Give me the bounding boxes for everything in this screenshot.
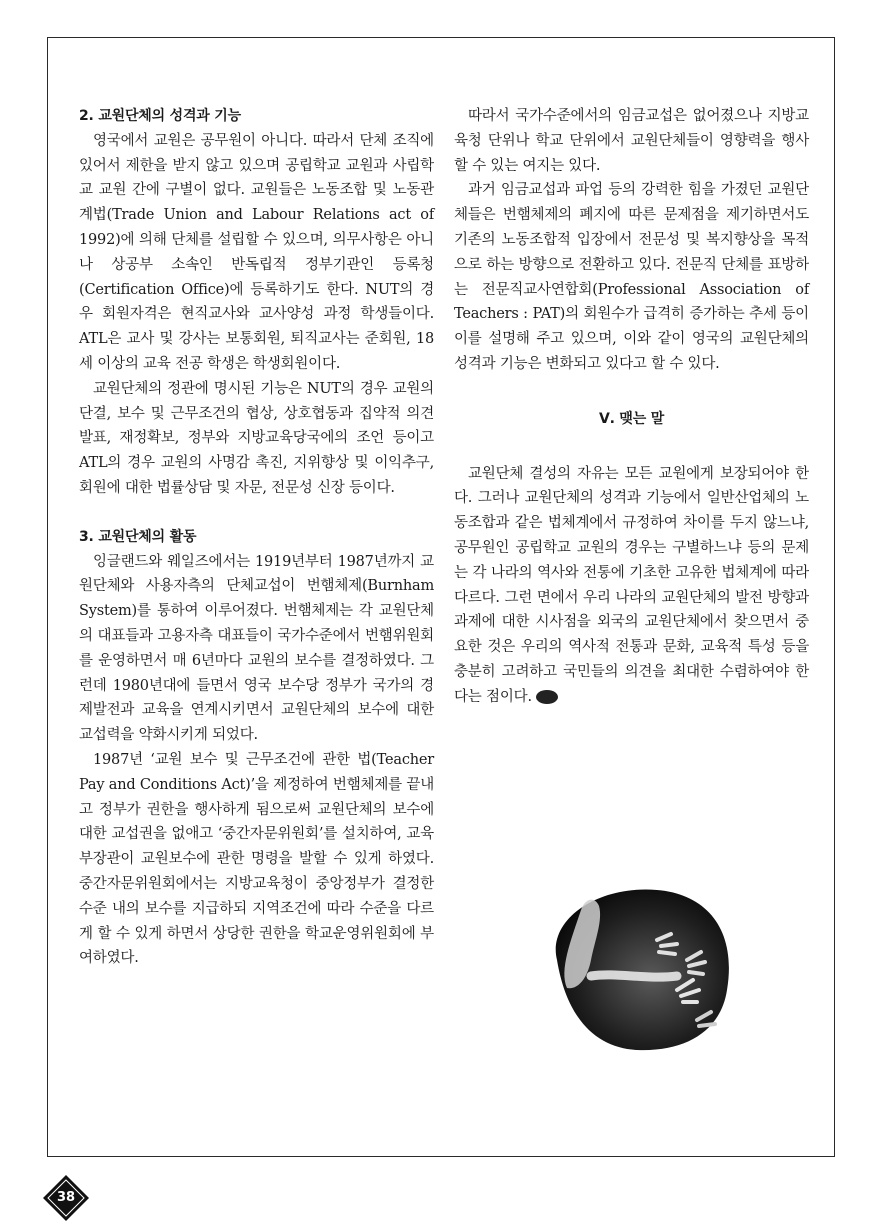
section-2-heading: 2. 교원단체의 성격과 기능 xyxy=(79,108,241,124)
section-3-paragraph-2: 1987년 ‘교원 보수 및 근무조건에 관한 법(Teacher Pay and Conditions Act)’을 제정하여 번햄체제를 끝내고 정부가 권한을 행사하게 됨으로써 교원단체의 보수에 대한 교섭권을 없애고 ‘중간자문위원회’를 설치하여, 교육부장관이 교원보수에 관한 명령을 발할 수 있게 하였다. 중간자문위원회에서는 지방교육청이 중앙정부가 결정한 수준 내의 보수를 지급하되 지역조건에 따라 수준을 다르게 할 수 있게 하면서 상당한 권한을 학교운영위원회에 부여하였다. xyxy=(79,751,434,967)
right-paragraph-2: 과거 임금교섭과 파업 등의 강력한 힘을 가졌던 교원단체들은 번햄체제의 폐지에 따른 문제점을 제기하면서도 기존의 노동조합적 입장에서 전문성 및 복지향상을 목적으로 하는 방향으로 전환하고 있다. 전문직 단체를 표방하는 전문직교사연합회(Professional Association of Teachers : PAT)의 회원수가 급격히 증가하는 추세 등이 이를 설명해 주고 있으며, 이와 같이 영국의 교원단체의 성격과 기능은 변화되고 있다고 할 수 있다. xyxy=(454,182,809,372)
left-column xyxy=(79,104,434,971)
conclusion-paragraph xyxy=(454,462,809,710)
chapter-heading: Ⅴ. 맺는 말 xyxy=(598,410,665,427)
end-mark-icon xyxy=(536,690,558,704)
page-number-badge xyxy=(40,1172,92,1224)
page-number: 38 xyxy=(56,1190,76,1205)
section-3-heading: 3. 교원단체의 활동 xyxy=(79,528,197,545)
section-3-paragraph-1: 잉글랜드와 웨일즈에서는 1919년부터 1987년까지 교원단체와 사용자측의 단체교섭이 번햄체제(Burnham System)를 통하여 이루어졌다. 번햄체제는 각 교원단체의 대표들과 고용자측 대표들이 국가수준에서 번햄위원회를 운영하면서 매 6년마다 교원의 보수를 결정하였다. 그런데 1980년대에 들면서 영국 보수당 정부가 국가의 경제발전과 교육을 연계시키면서 교원단체의 보수에 대한 교섭력을 약화시키게 되었다. xyxy=(79,553,434,744)
section-2-paragraph-1: 영국에서 교원은 공무원이 아니다. 따라서 단체 조직에 있어서 제한을 받지 않고 있으며 공립학교 교원과 사립학교 교원 간에 구별이 없다. 교원들은 노동조합 및 노동관계법(Trade Union and Labour Relations act of 1992)에 의해 단체를 설립할 수 있으며, 의무사항은 아니나 상공부 소속인 반독립적 정부기관인 등록청(Certification Office)에 등록하기도 한다. NUT의 경우 회원자격은 현직교사와 교사양성 과정 학생들이다. ATL은 교사 및 강사는 보통회원, 퇴직교사는 준회원, 18세 이상의 교육 전공 학생은 학생회원이다. xyxy=(79,132,434,372)
right-column xyxy=(454,104,809,710)
section-2-paragraph-2: 교원단체의 정관에 명시된 기능은 NUT의 경우 교원의 단결, 보수 및 근무조건의 협상, 상호협동과 집약적 의견 발표, 재정확보, 정부와 지방교육당국에의 조언 등이고 ATL의 경우 교원의 사명감 촉진, 지위향상 및 이익추구, 회원에 대한 법률상담 및 자문, 전문성 신장 등이다. xyxy=(79,380,434,496)
right-paragraph-1: 따라서 국가수준에서의 임금교섭은 없어졌으나 지방교육청 단위나 학교 단위에서 교원단체들이 영향력을 행사할 수 있는 여지는 있다. xyxy=(454,108,809,174)
conclusion-text: 교원단체 결성의 자유는 모든 교원에게 보장되어야 한다. 그러나 교원단체의 성격과 기능에서 일반산업체의 노동조합과 같은 법체계에서 규정하여 차이를 두지 않느냐, 공무원인 공립학교 교원의 경우는 구별하느냐 등의 문제는 각 나라의 역사와 전통에 기초한 고유한 법체계에 따라 다르다. 그런 면에서 우리 나라의 교원단체의 발전 방향과 과제에 대한 시사점을 외국의 교원단체에서 찾으면서 중요한 것은 우리의 역사적 전통과 문화, 교육적 특성 등을 충분히 고려하고 국민들의 의견을 최대한 수렴하여야 한다는 점이다. xyxy=(454,465,809,705)
hands-photo xyxy=(537,880,745,1056)
